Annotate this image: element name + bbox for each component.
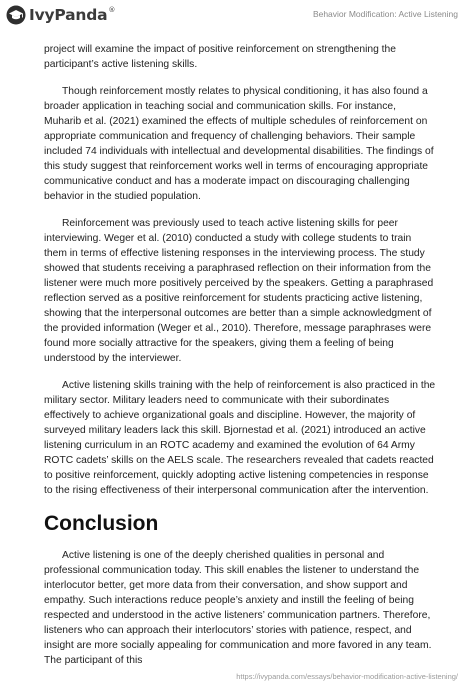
- paragraph-reinforcement-social-skills: Though reinforcement mostly relates to physical conditioning, it has also found a broader application in teaching social and communication skills. For instance, Muharib et al. (2021) examined the effects of multiple schedules of reinforcement on appropriate communication and frequency of challenging behaviors. Their sample included 74 individuals with intellectual and developmental disabilities. The findings of this study suggest that reinforcement works well in terms of encouraging appropriate communicative conduct and has a moderate impact on discouraging challenging behavior in the studied population.: [44, 86, 434, 202]
- paragraph-intro-continuation: project will examine the impact of positive reinforcement on strengthening the participant’s active listening skills.: [44, 44, 396, 70]
- paragraph-conclusion: Active listening is one of the deeply cherished qualities in personal and professional communication today. This skill enables the listener to understand the interlocutor better, get more data from their conversation, and show support and empathy. Such interactions reduce people’s anxiety and instill the feeling of being respected and understood in the active listeners’ communication partners. Therefore, listeners who can approach their interlocutors’ stories with patience, respect, and insight are more socially appealing for communication and more favored in any team. The participant of this: [44, 550, 432, 666]
- logo-text: IvyPanda: [29, 6, 108, 24]
- paragraph-military-sector: Active listening skills training with the help of reinforcement is also practiced in the military sector. Military leaders need to communicate with their subordinates effectively to achieve organizational goals and discipline. However, the majority of surveyed military leaders lack this skill. Bjornestad et al. (2021) introduced an active listening curriculum in an ROTC academy and examined the evolution of 64 Army ROTC cadets’ skills on the AELS scale. The researchers revealed that cadets reacted to positive reinforcement, quickly adopting active listening competencies in response to the rising effectiveness of their interpersonal communication after the intervention.: [44, 380, 436, 496]
- source-url[interactable]: https://ivypanda.com/essays/behavior-modification-active-listening/: [236, 672, 458, 681]
- registered-mark: ®: [108, 6, 116, 14]
- document-title: Behavior Modification: Active Listening: [312, 9, 458, 19]
- essay-content: [44, 42, 436, 680]
- ivypanda-logo[interactable]: [6, 4, 115, 26]
- conclusion-heading: Conclusion: [44, 512, 159, 535]
- page-header: [0, 0, 474, 30]
- paragraph-peer-interviewing: Reinforcement was previously used to teach active listening skills for peer interviewing. Weger et al. (2010) conducted a study with college students to train them in terms of effective listening responses in the interviewing process. The study showed that students receiving a paraphrased reflection on their information from the listener were much more positively perceived by the speakers. Getting a paraphrased reflection served as a positive reinforcement for students practicing active listening, showing that the interpersonal outcomes are better than a simple acknowledgment of the provided information (Weger et al., 2010). Therefore, message paraphrases were found more socially attractive for the speakers, giving them a feeling of being understood by the interviewer.: [44, 218, 434, 364]
- graduation-cap-icon: [6, 5, 26, 25]
